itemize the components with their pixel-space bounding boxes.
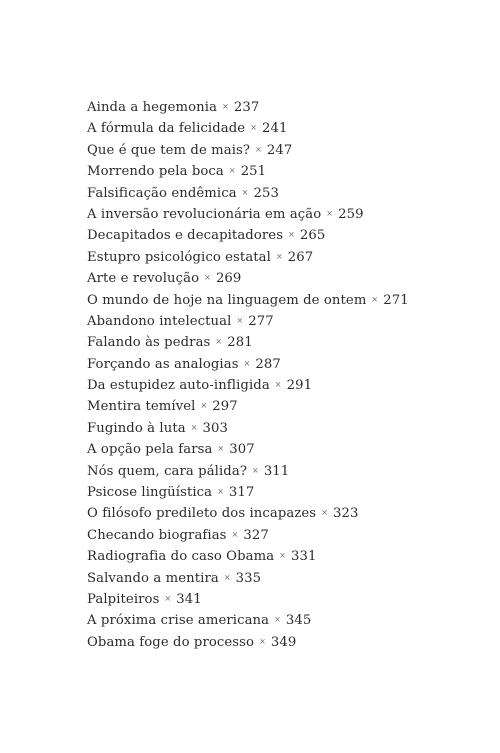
toc-entry-page-number: 287 — [255, 356, 281, 372]
toc-entry-title: Fugindo à luta — [87, 420, 186, 436]
toc-entry-title: Salvando a mentira — [87, 570, 219, 586]
toc-entry — [87, 289, 409, 310]
toc-entry-title: Que é que tem de mais? — [87, 142, 251, 158]
toc-entry-page-number: 247 — [266, 142, 293, 158]
toc-separator: × — [255, 144, 262, 154]
toc-entry-title: A próxima crise americana — [87, 613, 270, 629]
toc-entry-title: Falando às pedras — [87, 335, 211, 351]
toc-entry-title: Morrendo pela boca — [87, 164, 224, 180]
toc-entry — [87, 524, 409, 545]
table-of-contents — [87, 96, 409, 652]
toc-entry — [87, 139, 409, 160]
toc-separator: × — [228, 166, 236, 176]
toc-entry — [87, 567, 409, 588]
toc-entry-page-number: 237 — [233, 100, 260, 115]
toc-entry-page-number: 317 — [228, 485, 255, 501]
toc-separator: × — [326, 208, 334, 218]
toc-entry — [87, 417, 409, 438]
toc-entry — [87, 631, 409, 652]
toc-separator: × — [204, 273, 211, 283]
toc-entry — [87, 117, 409, 138]
toc-entry-page-number: 311 — [263, 463, 290, 479]
toc-entry-page-number: 265 — [299, 228, 326, 244]
toc-entry — [87, 460, 409, 481]
toc-entry — [87, 374, 409, 395]
toc-entry-title: Nós quem, cara pálida? — [87, 463, 247, 479]
toc-separator: × — [274, 380, 282, 390]
toc-entry — [87, 310, 409, 331]
toc-separator: × — [217, 444, 225, 454]
toc-entry-page-number: 269 — [215, 271, 242, 287]
toc-separator: × — [243, 358, 251, 368]
toc-entry-page-number: 259 — [338, 206, 364, 222]
toc-entry — [87, 481, 409, 502]
toc-entry-title: Forçando as analogias — [87, 356, 239, 372]
toc-separator: × — [223, 572, 231, 582]
toc-separator: × — [250, 123, 257, 133]
toc-separator: × — [215, 337, 223, 347]
toc-entry-title: Abandono intelectual — [87, 313, 232, 329]
toc-entry-page-number: 307 — [229, 442, 255, 458]
toc-entry-page-number: 341 — [176, 591, 202, 607]
toc-entry-title: O filósofo predileto dos incapazes — [87, 506, 317, 522]
toc-entry-page-number: 241 — [262, 121, 288, 137]
toc-entry — [87, 331, 409, 352]
toc-entry — [87, 267, 409, 288]
toc-entry — [87, 545, 409, 566]
toc-entry-title: Mentira temível — [87, 399, 196, 415]
toc-entry-page-number: 345 — [285, 613, 312, 629]
toc-separator: × — [200, 401, 208, 411]
toc-entry — [87, 438, 409, 459]
toc-entry — [87, 246, 409, 267]
toc-entry-title: Ainda a hegemonia — [87, 100, 218, 115]
toc-separator: × — [279, 551, 286, 561]
toc-entry-page-number: 327 — [243, 527, 269, 543]
toc-entry-title: A fórmula da felicidade — [87, 121, 246, 137]
toc-entry-page-number: 331 — [290, 549, 317, 565]
toc-entry-title: Radiografia do caso Obama — [87, 549, 275, 565]
toc-entry-page-number: 281 — [227, 335, 253, 351]
toc-separator: × — [236, 315, 244, 325]
toc-entry — [87, 203, 409, 224]
toc-entry-title: Obama foge do processo — [87, 634, 255, 650]
toc-entry — [87, 182, 409, 203]
toc-entry-page-number: 253 — [253, 185, 279, 201]
toc-entry — [87, 588, 409, 609]
toc-entry-title: Da estupidez auto-infligida — [87, 378, 270, 394]
toc-entry-page-number: 335 — [235, 570, 262, 586]
toc-entry-page-number: 297 — [212, 399, 238, 415]
toc-separator: × — [274, 615, 281, 625]
toc-entry — [87, 96, 409, 117]
toc-separator: × — [164, 593, 172, 603]
toc-entry-page-number: 267 — [287, 249, 314, 265]
toc-entry-page-number: 291 — [286, 378, 313, 394]
toc-entry — [87, 353, 409, 374]
toc-entry — [87, 224, 409, 245]
toc-separator: × — [190, 422, 198, 432]
toc-separator: × — [217, 487, 224, 497]
toc-separator: × — [252, 465, 259, 475]
toc-entry-title: Arte e revolução — [87, 271, 200, 287]
toc-separator: × — [371, 294, 379, 304]
toc-entry-title: A opção pela farsa — [87, 442, 213, 458]
toc-entry-page-number: 277 — [248, 313, 274, 329]
toc-entry-title: Decapitados e decapitadores — [87, 228, 284, 244]
toc-entry-title: Estupro psicológico estatal — [87, 249, 271, 265]
toc-entry-title: Psicose lingüística — [87, 485, 213, 501]
toc-entry-page-number: 251 — [240, 164, 267, 180]
toc-separator: × — [222, 102, 229, 111]
toc-entry-page-number: 303 — [202, 420, 228, 436]
toc-separator: × — [241, 187, 249, 197]
toc-entry-title: Checando biografias — [87, 527, 227, 543]
toc-entry-page-number: 349 — [270, 634, 297, 650]
toc-entry — [87, 395, 409, 416]
toc-separator: × — [321, 508, 328, 518]
toc-separator: × — [231, 529, 239, 539]
toc-separator: × — [275, 251, 283, 261]
toc-entry — [87, 160, 409, 181]
toc-entry — [87, 502, 409, 523]
toc-entry-title: O mundo de hoje na linguagem de ontem — [87, 292, 367, 308]
toc-separator: × — [288, 230, 295, 240]
toc-entry-page-number: 323 — [332, 506, 359, 522]
toc-entry-title: Palpiteiros — [87, 591, 160, 607]
toc-entry — [87, 609, 409, 630]
toc-entry-page-number: 271 — [383, 292, 409, 308]
toc-entry-title: Falsificação endêmica — [87, 185, 237, 201]
toc-entry-title: A inversão revolucionária em ação — [87, 206, 322, 222]
toc-separator: × — [259, 636, 266, 646]
